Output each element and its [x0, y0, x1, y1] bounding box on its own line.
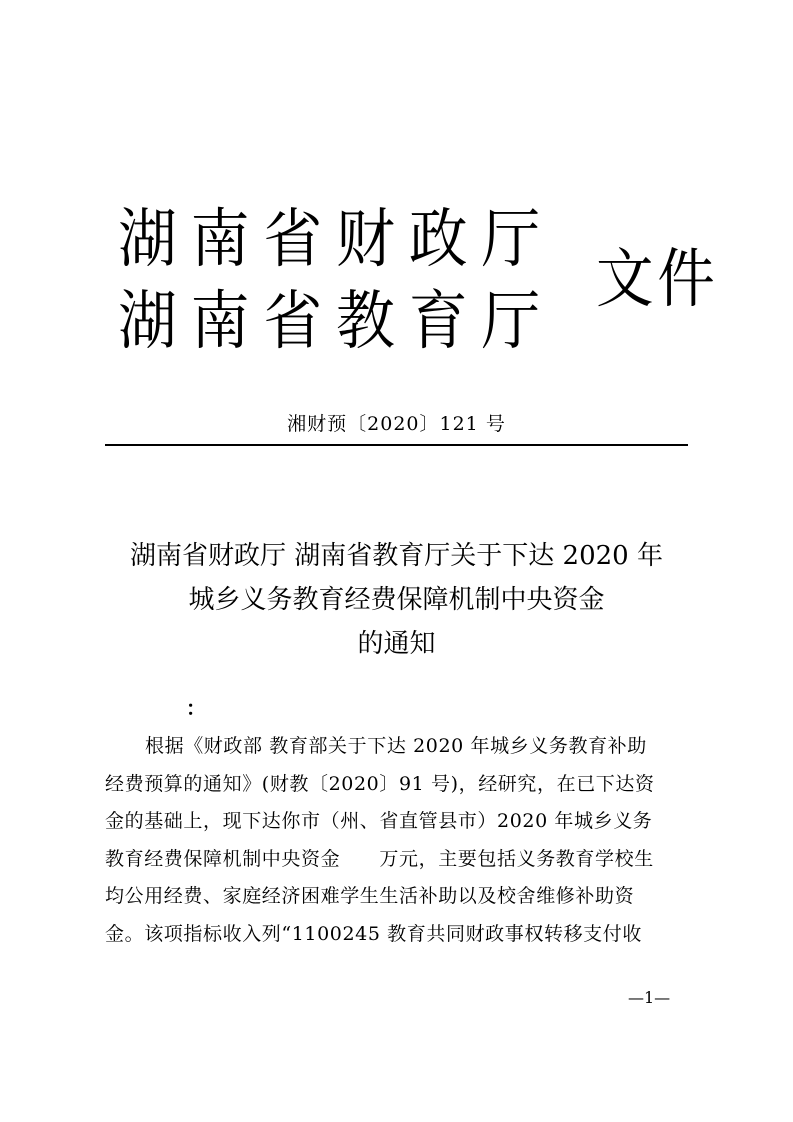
document-title	[90, 534, 703, 666]
title-line-1: 湖南省财政厅 湖南省教育厅关于下达 2020 年	[130, 541, 663, 571]
body-paragraph	[105, 728, 688, 953]
document-number: 湘财预〔2020〕121 号	[287, 413, 506, 435]
body-line-6: 金。该项指标收入列“1100245 教育共同财政事权转移支付收	[105, 922, 642, 945]
document-type-label: 文件	[596, 243, 719, 317]
title-line-2: 城乡义务教育经费保障机制中央资金	[188, 585, 605, 615]
header-divider	[105, 444, 688, 446]
body-line-5: 均公用经费、家庭经济困难学生生活补助以及校舍维修补助资	[105, 885, 635, 907]
title-line-3: 的通知	[357, 629, 436, 659]
document-header	[118, 203, 719, 375]
body-line-1: 根据《财政部 教育部关于下达 2020 年城乡义务教育补助	[145, 735, 647, 757]
issuer-education-dept: 湖南省教育厅	[118, 285, 555, 359]
body-line-3: 金的基础上，现下达你市（州、省直管县市）2020 年城乡义务	[105, 810, 653, 832]
page-number: —1—	[628, 988, 671, 1007]
body-line-4: 教育经费保障机制中央资金 万元，主要包括义务教育学校生	[105, 847, 654, 870]
recipient-line: ：	[186, 696, 206, 720]
issuer-finance-dept: 湖南省财政厅	[118, 203, 555, 277]
body-line-2: 经费预算的通知》(财教〔2020〕91 号)，经研究，在已下达资	[105, 772, 655, 795]
